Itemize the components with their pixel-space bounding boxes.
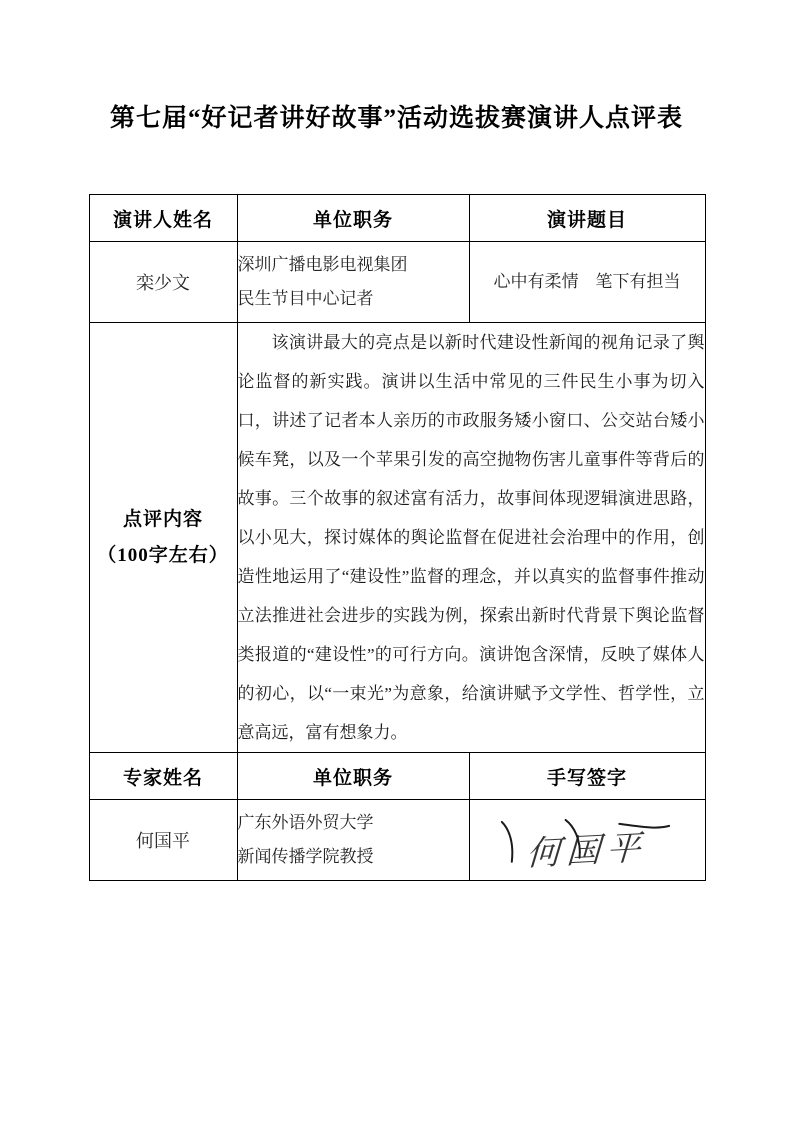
header-speech-topic: 演讲题目 [469,195,705,242]
table-row [89,800,705,881]
expert-unit-line-2: 新闻传播学院教授 [237,847,374,866]
page-title: 第七届“好记者讲好故事”活动选拔赛演讲人点评表 [109,105,683,132]
speech-topic-value: 心中有柔情 笔下有担当 [469,242,705,323]
header-expert-name: 专家姓名 [89,753,237,800]
comment-content [237,323,705,753]
table-row [89,242,705,323]
header-expert-unit-position: 单位职务 [237,753,469,800]
speaker-unit-value [237,242,469,323]
comment-label [89,323,237,753]
comment-label-line-2: （100字左右） [97,544,229,566]
evaluation-table [89,194,706,881]
handwritten-signature-text: 何国平 [525,827,648,874]
expert-name-value: 何国平 [89,800,237,881]
comment-label-line-1: 点评内容 [122,508,203,530]
expert-unit-value [237,800,469,881]
speaker-unit-line-2: 民生节目中心记者 [237,289,374,308]
header-speaker-name: 演讲人姓名 [89,195,237,242]
table-row [89,753,705,800]
speaker-unit-line-1: 深圳广播电影电视集团 [237,255,408,274]
header-unit-position: 单位职务 [237,195,469,242]
speaker-name-value: 栾少文 [89,242,237,323]
expert-unit-line-1: 广东外语外贸大学 [237,813,374,832]
evaluation-table-container [89,134,705,881]
header-handwritten-signature: 手写签字 [469,753,705,800]
table-row [89,195,705,242]
table-row [89,323,705,753]
comment-text: 该演讲最大的亮点是以新时代建设性新闻的视角记录了舆论监督的新实践。演讲以生活中常见的三件民生小事为切入口，讲述了记者本人亲历的市政服务矮小窗口、公交站台矮小候车凳，以及一个苹果引发的高空抛物伤害儿童事件等背后的故事。三个故事的叙述富有活力，故事间体现逻辑演进思路，以小见大，探讨媒体的舆论监督在促进社会治理中的作用，创造性地运用了“建设性”监督的理念，并以真实的监督事件推动立法推进社会进步的实践为例，探索出新时代背景下舆论监督类报道的“建设性”的可行方向。演讲饱含深情，反映了媒体人的初心，以“一束光”为意象，给演讲赋予文学性、哲学性，立意高远，富有想象力。 [237,333,705,742]
signature-cell [469,800,705,881]
